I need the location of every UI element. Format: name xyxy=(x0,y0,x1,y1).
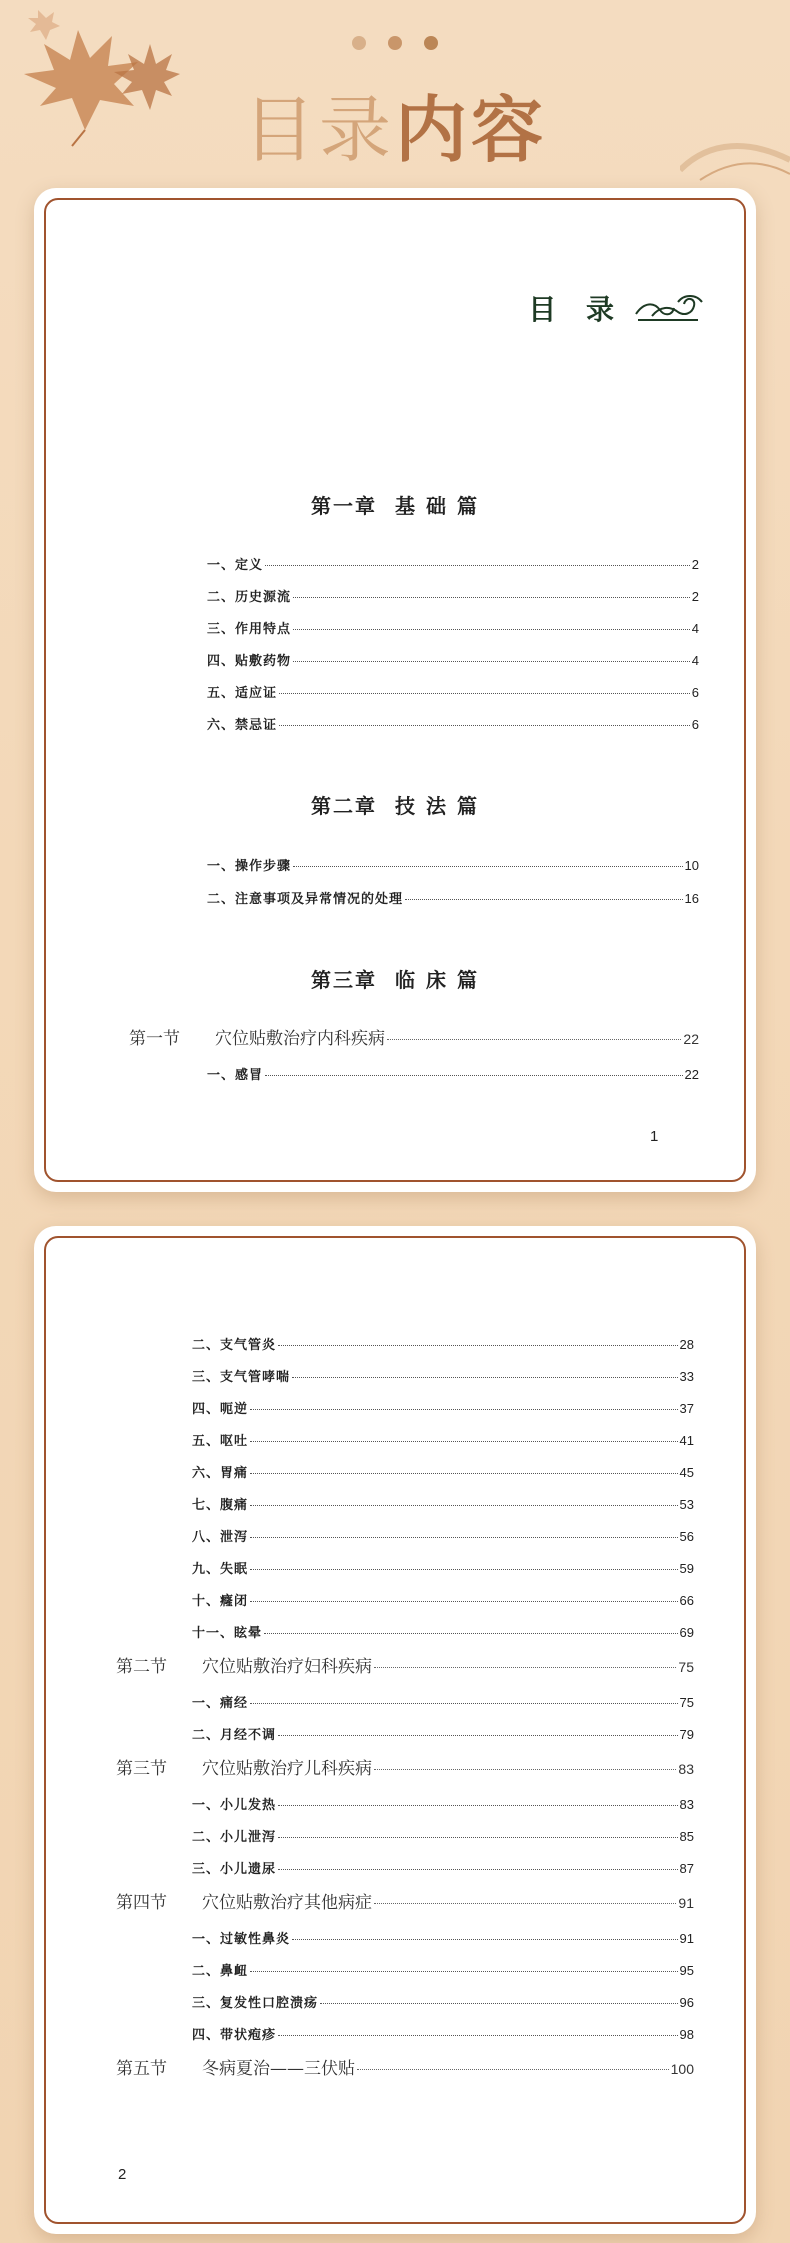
dot-leader xyxy=(250,1441,678,1442)
section-page: 22 xyxy=(683,1031,699,1047)
dot-leader xyxy=(250,1971,678,1972)
section-number: 第一节 xyxy=(129,1029,180,1049)
entry-page: 6 xyxy=(691,717,699,732)
entry-page: 95 xyxy=(679,1963,694,1978)
toc-entry[interactable] xyxy=(192,1526,694,1545)
chapter-name: 临 床 篇 xyxy=(395,968,479,992)
section-page: 83 xyxy=(678,1761,694,1777)
dot-leader xyxy=(387,1039,681,1040)
entry-page: 6 xyxy=(691,685,699,700)
toc-entry[interactable] xyxy=(192,1398,694,1417)
title-light: 目录 xyxy=(242,88,395,172)
entry-page: 56 xyxy=(679,1529,694,1544)
entry-label: 四、带状疱疹 xyxy=(192,2028,277,2043)
dot-leader xyxy=(279,693,690,694)
page-title xyxy=(0,72,790,176)
entry-label: 一、操作步骤 xyxy=(207,859,292,874)
entry-page: 33 xyxy=(679,1369,694,1384)
entry-page: 2 xyxy=(691,589,699,604)
toc-entry[interactable] xyxy=(192,1928,694,1947)
entry-page: 59 xyxy=(679,1561,694,1576)
entry-label: 三、复发性口腔溃疡 xyxy=(192,1996,319,2011)
dot-leader xyxy=(250,1569,678,1570)
dot-leader xyxy=(293,661,690,662)
toc-entry[interactable] xyxy=(192,1826,694,1845)
entry-label: 四、贴敷药物 xyxy=(207,654,292,669)
section-number: 第二节 xyxy=(116,1657,167,1677)
section-label: 冬病夏治——三伏贴 xyxy=(202,2059,355,2079)
dot xyxy=(424,36,438,50)
title-bold: 内容 xyxy=(395,88,548,172)
dot xyxy=(352,36,366,50)
entry-page: 10 xyxy=(684,858,699,873)
toc-entry[interactable] xyxy=(207,554,699,573)
entry-page: 85 xyxy=(679,1829,694,1844)
dot-leader xyxy=(405,899,683,900)
entry-label: 二、小儿泄泻 xyxy=(192,1830,277,1845)
dot-leader xyxy=(278,1805,678,1806)
chapter-3-title xyxy=(34,964,756,993)
chapter-2-title xyxy=(34,790,756,819)
chapter-number: 第三章 xyxy=(311,968,378,992)
dot-leader xyxy=(292,1377,678,1378)
entry-page: 87 xyxy=(679,1861,694,1876)
section-label: 穴位贴敷治疗妇科疾病 xyxy=(202,1657,372,1677)
entry-label: 五、呕吐 xyxy=(192,1434,249,1449)
dot-leader xyxy=(374,1667,676,1668)
entry-page: 83 xyxy=(679,1797,694,1812)
entry-label: 五、适应证 xyxy=(207,686,278,701)
banner-header xyxy=(0,0,790,190)
toc-entry[interactable] xyxy=(207,618,699,637)
toc-entry[interactable] xyxy=(207,888,699,907)
entry-label: 七、腹痛 xyxy=(192,1498,249,1513)
toc-entry[interactable] xyxy=(192,1462,694,1481)
toc-section[interactable] xyxy=(116,1888,694,1913)
entry-page: 75 xyxy=(679,1695,694,1710)
section-number: 第三节 xyxy=(116,1759,167,1779)
toc-page-2 xyxy=(34,1226,756,2234)
toc-entry[interactable] xyxy=(192,1590,694,1609)
dot-leader xyxy=(250,1703,678,1704)
toc-entry[interactable] xyxy=(207,650,699,669)
dot xyxy=(388,36,402,50)
entry-label: 六、禁忌证 xyxy=(207,718,278,733)
entry-label: 二、月经不调 xyxy=(192,1728,277,1743)
section-number: 第五节 xyxy=(116,2059,167,2079)
entry-page: 91 xyxy=(679,1931,694,1946)
entry-label: 三、支气管哮喘 xyxy=(192,1370,291,1385)
dot-leader xyxy=(250,1409,678,1410)
toc-heading xyxy=(528,288,704,328)
toc-entry[interactable] xyxy=(192,1858,694,1877)
section-label: 穴位贴敷治疗内科疾病 xyxy=(215,1029,385,1049)
toc-entry[interactable] xyxy=(192,1724,694,1743)
toc-entry[interactable] xyxy=(192,1992,694,2011)
entry-page: 69 xyxy=(679,1625,694,1640)
toc-entry[interactable] xyxy=(192,1558,694,1577)
toc-entry[interactable] xyxy=(192,2024,694,2043)
toc-entry[interactable] xyxy=(192,1960,694,1979)
dot-leader xyxy=(374,1903,676,1904)
entry-page: 66 xyxy=(679,1593,694,1608)
entry-label: 一、痛经 xyxy=(192,1696,249,1711)
toc-entry[interactable] xyxy=(207,714,699,733)
section-label: 穴位贴敷治疗儿科疾病 xyxy=(202,1759,372,1779)
dot-leader xyxy=(264,1633,678,1634)
toc-entry[interactable] xyxy=(192,1366,694,1385)
chapter-number: 第二章 xyxy=(311,794,378,818)
entry-label: 九、失眠 xyxy=(192,1562,249,1577)
entry-page: 41 xyxy=(679,1433,694,1448)
entry-label: 二、注意事项及异常情况的处理 xyxy=(207,892,404,907)
page-number: 1 xyxy=(650,1128,659,1145)
entry-label: 一、感冒 xyxy=(207,1068,264,1083)
entry-label: 十一、眩晕 xyxy=(192,1626,263,1641)
entry-label: 一、定义 xyxy=(207,558,264,573)
entry-label: 十、癃闭 xyxy=(192,1594,249,1609)
entry-page: 45 xyxy=(679,1465,694,1480)
entry-page: 28 xyxy=(679,1337,694,1352)
entry-label: 一、过敏性鼻炎 xyxy=(192,1932,291,1947)
dot-leader xyxy=(292,1939,678,1940)
toc-section[interactable] xyxy=(116,1754,694,1779)
dot-leader xyxy=(278,1735,678,1736)
dot-leader xyxy=(293,629,690,630)
entry-page: 16 xyxy=(684,891,699,906)
page-number: 2 xyxy=(118,2166,127,2183)
toc-entry[interactable] xyxy=(207,586,699,605)
entry-label: 二、历史源流 xyxy=(207,590,292,605)
dot-leader xyxy=(278,1869,678,1870)
dot-leader xyxy=(265,565,690,566)
toc-section[interactable] xyxy=(129,1024,699,1049)
entry-label: 二、支气管炎 xyxy=(192,1338,277,1353)
entry-label: 三、小儿遗尿 xyxy=(192,1862,277,1877)
entry-label: 六、胃痛 xyxy=(192,1466,249,1481)
dot-leader xyxy=(357,2069,669,2070)
entry-page: 53 xyxy=(679,1497,694,1512)
toc-heading-text: 目 录 xyxy=(528,293,624,326)
entry-label: 三、作用特点 xyxy=(207,622,292,637)
dot-leader xyxy=(374,1769,676,1770)
entry-page: 4 xyxy=(691,621,699,636)
chapter-1-title xyxy=(34,490,756,519)
chapter-number: 第一章 xyxy=(311,494,378,518)
toc-entry[interactable] xyxy=(192,1430,694,1449)
entry-label: 一、小儿发热 xyxy=(192,1798,277,1813)
cloud-ornament-icon xyxy=(634,294,704,322)
dot-leader xyxy=(320,2003,678,2004)
entry-label: 八、泄泻 xyxy=(192,1530,249,1545)
entry-label: 四、呃逆 xyxy=(192,1402,249,1417)
section-page: 91 xyxy=(678,1895,694,1911)
entry-page: 79 xyxy=(679,1727,694,1742)
entry-page: 37 xyxy=(679,1401,694,1416)
chapter-name: 技 法 篇 xyxy=(395,794,479,818)
dot-leader xyxy=(250,1505,678,1506)
toc-entry[interactable] xyxy=(207,682,699,701)
toc-section[interactable] xyxy=(116,2054,694,2079)
toc-entry[interactable] xyxy=(192,1334,694,1353)
dot-leader xyxy=(265,1075,683,1076)
section-page: 75 xyxy=(678,1659,694,1675)
dot-leader xyxy=(279,725,690,726)
toc-entry[interactable] xyxy=(192,1794,694,1813)
section-number: 第四节 xyxy=(116,1893,167,1913)
toc-entry[interactable] xyxy=(192,1494,694,1513)
section-page: 100 xyxy=(670,2061,694,2077)
dot-leader xyxy=(250,1601,678,1602)
dot-leader xyxy=(278,1837,678,1838)
dot-leader xyxy=(293,597,690,598)
toc-entry[interactable] xyxy=(192,1622,694,1641)
toc-entry[interactable] xyxy=(192,1692,694,1711)
chapter-name: 基 础 篇 xyxy=(395,494,479,518)
dot-leader xyxy=(293,866,683,867)
entry-page: 4 xyxy=(691,653,699,668)
entry-page: 98 xyxy=(679,2027,694,2042)
dot-leader xyxy=(250,1537,678,1538)
entry-label: 二、鼻衄 xyxy=(192,1964,249,1979)
dot-leader xyxy=(278,2035,678,2036)
toc-entry[interactable] xyxy=(207,855,699,874)
toc-page-1 xyxy=(34,188,756,1192)
dot-leader xyxy=(250,1473,678,1474)
entry-page: 96 xyxy=(679,1995,694,2010)
entry-page: 22 xyxy=(684,1067,699,1082)
decor-dots xyxy=(352,36,438,50)
toc-entry[interactable] xyxy=(207,1064,699,1083)
dot-leader xyxy=(278,1345,678,1346)
entry-page: 2 xyxy=(691,557,699,572)
section-label: 穴位贴敷治疗其他病症 xyxy=(202,1893,372,1913)
toc-section[interactable] xyxy=(116,1652,694,1677)
